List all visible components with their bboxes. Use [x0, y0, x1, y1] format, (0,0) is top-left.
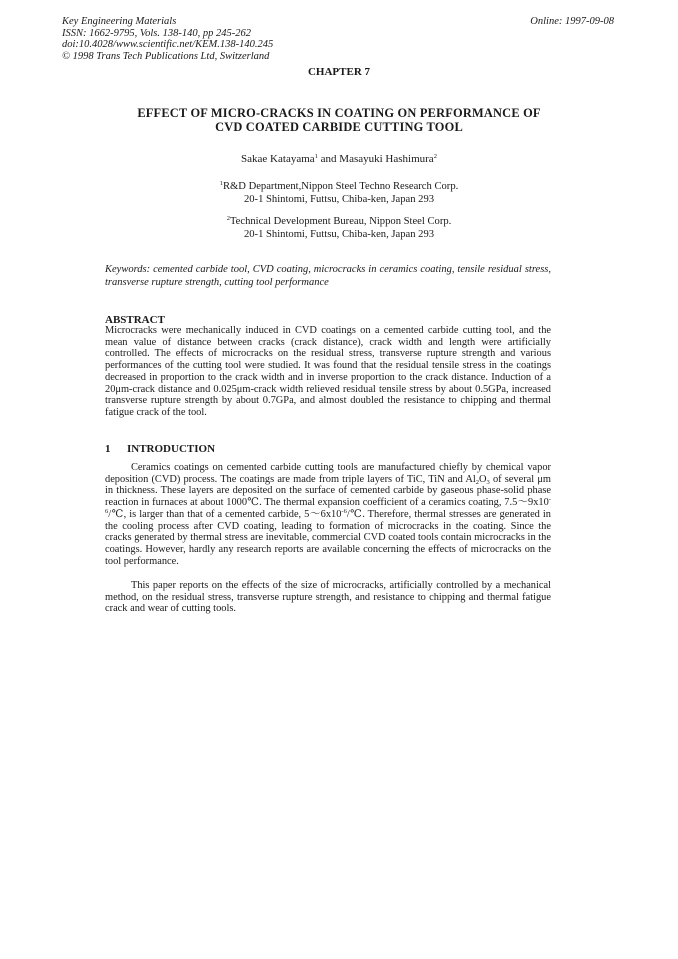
- affiliation-2-line-2: 20-1 Shintomi, Futtsu, Chiba-ken, Japan 293: [243, 228, 435, 240]
- title-line-2: CVD COATED CARBIDE CUTTING TOOL: [215, 120, 463, 134]
- introduction-heading: [105, 443, 215, 455]
- section-number: 1: [105, 443, 111, 455]
- author-2: Masayuki Hashimura: [339, 153, 434, 165]
- doi-line: doi:10.4028/www.scientific.net/KEM.138-140.245: [62, 39, 274, 50]
- author-list: [0, 153, 678, 165]
- intro-p1-part-a: Ceramics coatings on cemented carbide cutting tools are manufactured chiefly by chemical vapor deposition (CVD) process. The coatings are made from triple layers of TiC, TiN and Al: [105, 462, 551, 485]
- intro-p1-part-d: /℃. Therefore, thermal stresses are generated in the cooling process after CVD coating, leading to formation of microcracks in the coating. Since the cracks generated by thermal stress are inevitable, commercial CVD coated tools contain microcracks in the coatings. However, hardly any research reports are available concerning the effects of microcracks on the tool performance.: [105, 508, 551, 567]
- exponent-2: -6: [341, 507, 347, 515]
- author-2-mark: 2: [433, 153, 437, 160]
- affiliation-2-line-1: Technical Development Bureau, Nippon Steel Corp.: [229, 216, 452, 227]
- section-title: INTRODUCTION: [127, 443, 216, 455]
- subscript-3: 3: [486, 478, 490, 486]
- journal-name: Key Engineering Materials: [62, 16, 177, 27]
- copyright-line: © 1998 Trans Tech Publications Ltd, Switzerland: [62, 50, 270, 62]
- paper-title: [0, 106, 678, 134]
- affiliation-1-line-1: R&D Department,Nippon Steel Techno Research Corp.: [222, 181, 459, 192]
- chapter-label: CHAPTER 7: [307, 66, 371, 78]
- intro-paragraph-1: [105, 462, 551, 567]
- author-conjunction: and: [317, 153, 340, 165]
- journal-header: [62, 16, 273, 62]
- intro-paragraph-2: This paper reports on the effects of the size of microcracks, artificially controlled by a mechanical method, on the residual stress, transverse rupture strength, and resistance to chipping and thermal fatigue crack and wear of cutting tools.: [105, 580, 551, 615]
- intro-p1-part-c: /℃, is larger than that of a cemented carbide, 5～6x10: [108, 508, 342, 520]
- author-1: Sakae Katayama: [241, 153, 315, 165]
- affiliation-2: [0, 216, 678, 241]
- exponent-1: -6: [105, 496, 551, 515]
- subscript-2: 2: [475, 478, 480, 486]
- abstract-text: Microcracks were mechanically induced in CVD coatings on a cemented carbide cutting tool, and the mean value of distance between cracks (crack distance), crack width and length were artificially controlled. The effects of microcracks on the residual stress, transverse rupture strength and various performances of the cutting tool were studied. It was found that the residual tensile stress in the coatings decreased in proportion to the crack width and in inverse proportion to the crack distance. Induction of a 20μm-crack distance and 0.025μm-crack width relieved residual tensile stress by about 0.5GPa, increased transverse rupture strength by about 0.7GPa, and almost doubled the resistance to chipping and thermal fatigue crack of the tool.: [105, 325, 551, 418]
- affiliation-2-mark: 2: [226, 215, 230, 222]
- author-1-mark: 1: [314, 153, 318, 160]
- intro-p1-part-b: of several μm in thickness. These layers are deposited on the surface of cemented carbide by gaseous phase-solid phase reaction in furnaces at about 1000℃. The thermal expansion coefficient of a ceramics coating, 7.5～9x10: [105, 473, 551, 509]
- abstract-heading: ABSTRACT: [105, 314, 165, 326]
- affiliation-1: [0, 181, 678, 206]
- online-date: Online: 1997-09-08: [530, 16, 614, 27]
- title-line-1: EFFECT OF MICRO-CRACKS IN COATING ON PERFORMANCE OF: [137, 106, 541, 120]
- keywords: Keywords: cemented carbide tool, CVD coating, microcracks in ceramics coating, tensile residual stress, transverse rupture strength, cutting tool performance: [105, 264, 551, 288]
- oxygen-symbol: O: [479, 473, 487, 485]
- affiliation-1-mark: 1: [219, 180, 223, 187]
- affiliation-1-line-2: 20-1 Shintomi, Futtsu, Chiba-ken, Japan 293: [243, 193, 435, 205]
- issn-line: ISSN: 1662-9795, Vols. 138-140, pp 245-262: [62, 27, 251, 39]
